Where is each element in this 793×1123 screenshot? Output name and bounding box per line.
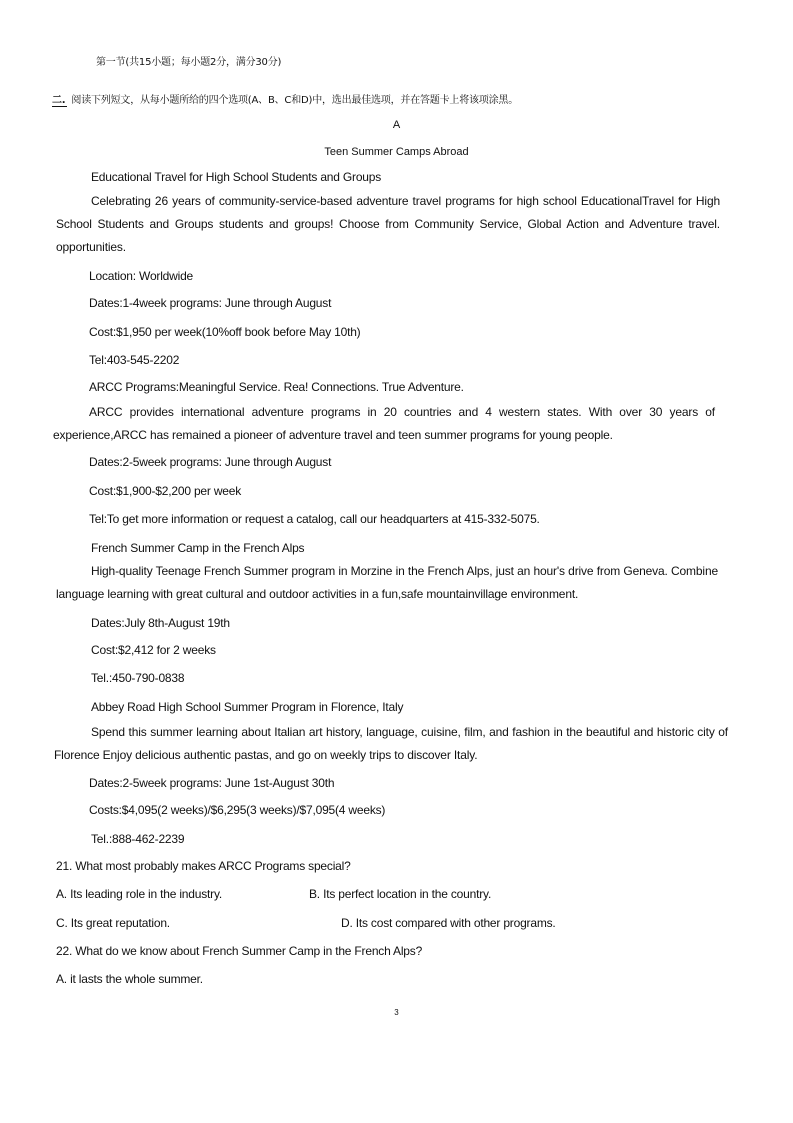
program-3-description: High-quality Teenage French Summer program in Morzine in the French Alps, just an hour's drive from Geneva. Combine language learning with great cultural and outdoor activities in a fun,safe mountainvillage environment. [56,564,718,601]
question-21-option-d: D. Its cost compared with other programs. [341,916,556,930]
instruction-text: 阅读下列短文，从每小题所给的四个选项(A、B、C和D)中，选出最佳选项，并在答题卡上将该项涂黑。 [71,95,518,106]
program-1-dates: Dates:1-4week programs: June through August [89,296,332,310]
program-2-tel: Tel:To get more information or request a catalog, call our headquarters at 415-332-5075. [89,512,540,526]
program-4-name: Abbey Road High School Summer Program in Florence, Italy [91,700,404,714]
question-21-option-c: C. Its great reputation. [56,916,170,930]
program-2-description: ARCC provides international adventure programs in 20 countries and 4 western states. With over 30 years of experience,ARCC has remained a pioneer of adventure travel and teen summer programs for young people. [53,405,715,442]
page-number: 3 [394,1008,399,1017]
program-1-description: Celebrating 26 years of community-service-based adventure travel programs for high school EducationalTravel for High School Students and Groups students and groups! Choose from Community Service, Global Action and Adventure travel. opportunities. [56,194,720,254]
program-2-cost: Cost:$1,900-$2,200 per week [89,484,242,498]
program-2-dates: Dates:2-5week programs: June through August [89,455,332,469]
program-1-name: Educational Travel for High School Students and Groups [91,170,382,184]
program-2-name: ARCC Programs:Meaningful Service. Rea! Connections. True Adventure. [89,380,464,394]
question-22-option-a: A. it lasts the whole summer. [56,972,203,986]
question-21-option-a: A. Its leading role in the industry. [56,887,223,901]
section-title: 第一节(共15小题；每小题2分，满分30分) [96,57,282,68]
question-21-option-b: B. Its perfect location in the country. [309,887,492,901]
instruction-line [52,91,518,109]
program-1-tel: Tel:403-545-2202 [89,353,180,367]
passage-title: Teen Summer Camps Abroad [324,146,469,158]
program-4-dates: Dates:2-5week programs: June 1st-August 30th [89,776,335,790]
question-22-stem: 22. What do we know about French Summer Camp in the French Alps? [56,944,423,958]
passage-letter: A [392,119,401,131]
program-4-costs: Costs:$4,095(2 weeks)/$6,295(3 weeks)/$7,095(4 weeks) [89,803,386,817]
program-3-name: French Summer Camp in the French Alps [91,541,305,555]
part-mark: 二. [52,95,66,106]
program-1-location: Location: Worldwide [89,269,194,283]
program-3-tel: Tel.:450-790-0838 [91,671,185,685]
program-4-tel: Tel.:888-462-2239 [91,832,185,846]
program-1-cost: Cost:$1,950 per week(10%off book before May 10th) [89,325,361,339]
program-4-description: Spend this summer learning about Italian art history, language, cuisine, film, and fashion in the beautiful and historic city of Florence Enjoy delicious authentic pastas, and go on weekly trips to discover Italy. [54,725,728,762]
program-3-cost: Cost:$2,412 for 2 weeks [91,643,216,657]
program-3-dates: Dates:July 8th-August 19th [91,616,230,630]
question-21-stem: 21. What most probably makes ARCC Programs special? [56,859,351,873]
